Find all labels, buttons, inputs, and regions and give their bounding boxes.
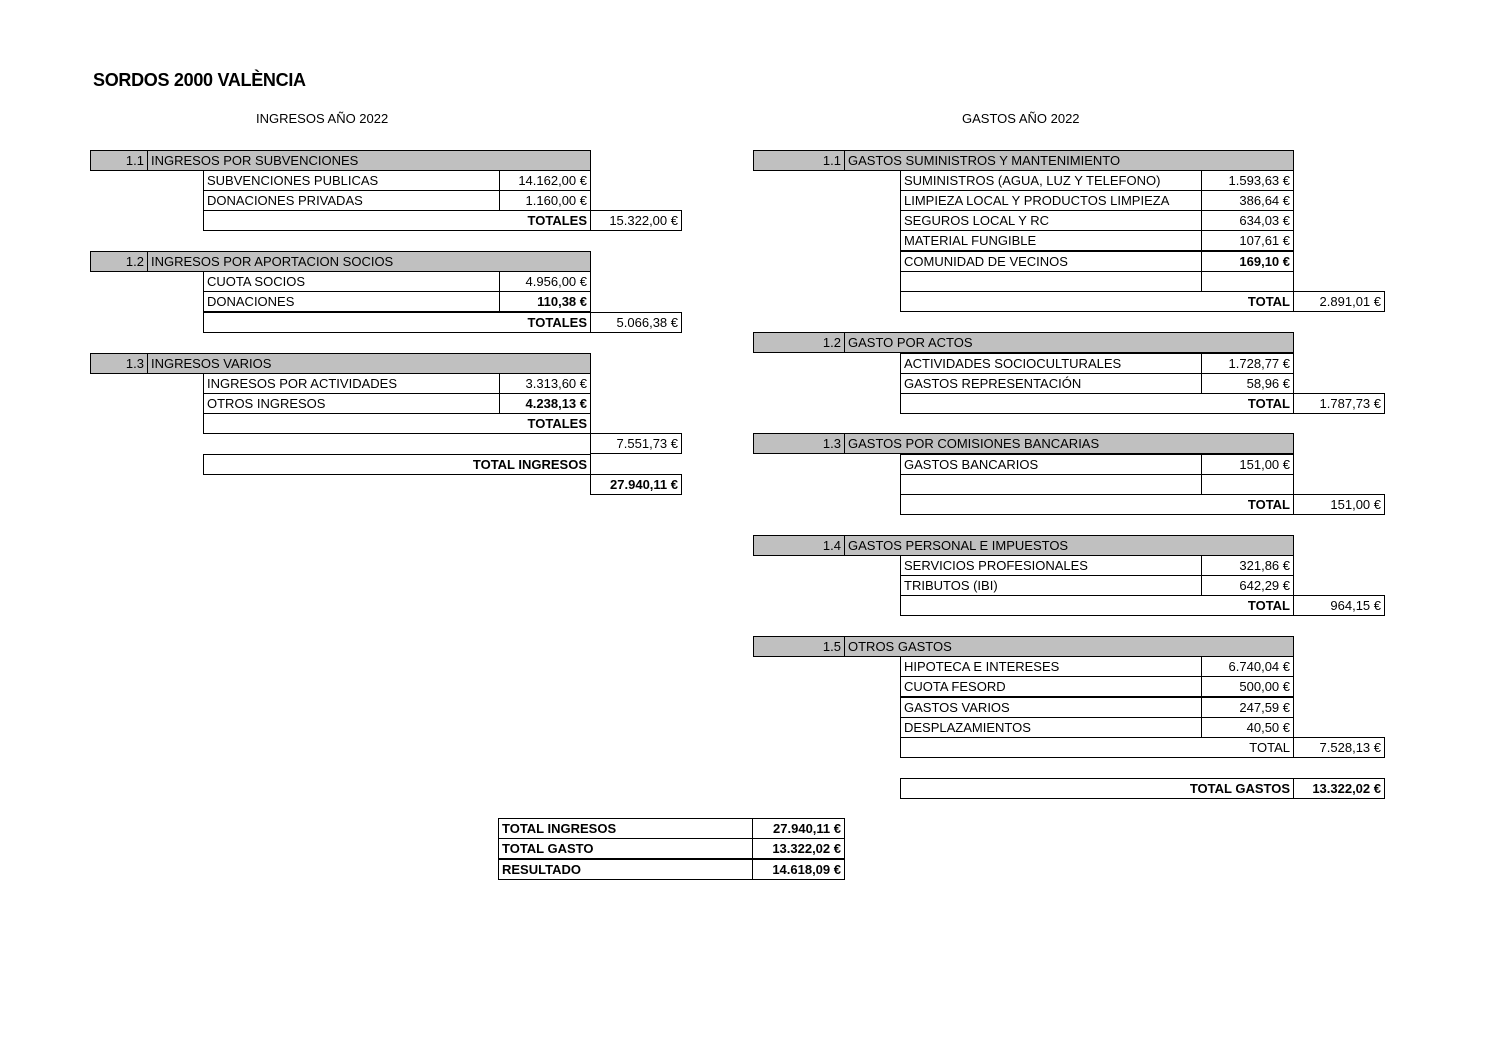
gastos-section-total-label: TOTAL — [900, 291, 1294, 312]
page-title: SORDOS 2000 VALÈNCIA — [93, 70, 306, 90]
summary-value: 14.618,09 € — [752, 859, 845, 880]
gastos-item-value: 1.728,77 € — [1201, 353, 1294, 374]
summary-label: TOTAL GASTO — [498, 838, 753, 859]
gastos-grand-total-value: 13.322,02 € — [1293, 778, 1385, 799]
gastos-section-code: 1.1 — [753, 150, 845, 171]
gastos-section-total-value: 1.787,73 € — [1293, 393, 1385, 414]
gastos-section-total-label: TOTAL — [900, 737, 1294, 758]
gastos-section-code: 1.2 — [753, 332, 845, 353]
gastos-section-title: GASTOS PERSONAL E IMPUESTOS — [844, 535, 1294, 556]
gastos-section-code: 1.4 — [753, 535, 845, 556]
ingresos-section-title: INGRESOS POR SUBVENCIONES — [147, 150, 591, 171]
ingresos-item-label: OTROS INGRESOS — [203, 393, 500, 414]
gastos-section-title: GASTOS POR COMISIONES BANCARIAS — [844, 433, 1294, 454]
gastos-item-label: GASTOS REPRESENTACIÓN — [900, 373, 1202, 394]
gastos-section-total-value: 964,15 € — [1293, 595, 1385, 616]
ingresos-section-total-label: TOTALES — [203, 210, 591, 231]
ingresos-item-value: 110,38 € — [499, 291, 591, 312]
ingresos-item-label: INGRESOS POR ACTIVIDADES — [203, 373, 500, 394]
gastos-item-value: 1.593,63 € — [1201, 170, 1294, 191]
gastos-item-label: GASTOS VARIOS — [900, 697, 1202, 718]
ingresos-section-title: INGRESOS VARIOS — [147, 353, 591, 374]
gastos-item-label: LIMPIEZA LOCAL Y PRODUCTOS LIMPIEZA — [900, 190, 1202, 211]
ingresos-grand-total-label: TOTAL INGRESOS — [203, 454, 591, 475]
ingresos-section-total-value: 7.551,73 € — [590, 433, 682, 454]
summary-value: 13.322,02 € — [752, 838, 845, 859]
ingresos-item-label: DONACIONES — [203, 291, 500, 312]
ingresos-item-label: SUBVENCIONES PUBLICAS — [203, 170, 500, 191]
gastos-empty-cell — [1201, 474, 1294, 495]
gastos-section-total-label: TOTAL — [900, 494, 1294, 515]
gastos-item-label: SEGUROS LOCAL Y RC — [900, 210, 1202, 231]
gastos-item-value: 58,96 € — [1201, 373, 1294, 394]
gastos-item-label: TRIBUTOS (IBI) — [900, 575, 1202, 596]
gastos-item-label: SUMINISTROS (AGUA, LUZ Y TELEFONO) — [900, 170, 1202, 191]
ingresos-item-value: 3.313,60 € — [499, 373, 591, 394]
ingresos-item-value: 14.162,00 € — [499, 170, 591, 191]
gastos-section-total-value: 7.528,13 € — [1293, 737, 1385, 758]
ingresos-item-value: 4.956,00 € — [499, 271, 591, 292]
ingresos-grand-total-value: 27.940,11 € — [590, 474, 682, 495]
gastos-section-code: 1.3 — [753, 433, 845, 454]
gastos-section-total-label: TOTAL — [900, 393, 1294, 414]
gastos-empty-cell — [1201, 271, 1294, 292]
ingresos-section-code: 1.1 — [90, 150, 148, 171]
ingresos-section-total-label: TOTALES — [203, 413, 591, 434]
gastos-item-value: 386,64 € — [1201, 190, 1294, 211]
gastos-heading: GASTOS AÑO 2022 — [962, 111, 1080, 126]
gastos-grand-total-label: TOTAL GASTOS — [900, 778, 1294, 799]
gastos-section-total-value: 2.891,01 € — [1293, 291, 1385, 312]
ingresos-section-title: INGRESOS POR APORTACION SOCIOS — [147, 251, 591, 272]
ingresos-item-label: DONACIONES PRIVADAS — [203, 190, 500, 211]
gastos-item-value: 247,59 € — [1201, 697, 1294, 718]
gastos-item-label: DESPLAZAMIENTOS — [900, 717, 1202, 738]
gastos-item-value: 151,00 € — [1201, 454, 1294, 475]
gastos-item-value: 642,29 € — [1201, 575, 1294, 596]
gastos-section-total-value: 151,00 € — [1293, 494, 1385, 515]
ingresos-item-value: 4.238,13 € — [499, 393, 591, 414]
gastos-item-value: 321,86 € — [1201, 555, 1294, 576]
ingresos-section-total-value: 15.322,00 € — [590, 210, 682, 231]
ingresos-item-label: CUOTA SOCIOS — [203, 271, 500, 292]
gastos-empty-cell — [900, 271, 1202, 292]
gastos-item-value: 6.740,04 € — [1201, 656, 1294, 677]
ingresos-section-total-value: 5.066,38 € — [590, 312, 682, 333]
gastos-section-code: 1.5 — [753, 636, 845, 657]
summary-label: TOTAL INGRESOS — [498, 818, 753, 839]
gastos-item-label: MATERIAL FUNGIBLE — [900, 230, 1202, 251]
summary-label: RESULTADO — [498, 859, 753, 880]
ingresos-item-value: 1.160,00 € — [499, 190, 591, 211]
ingresos-heading: INGRESOS AÑO 2022 — [256, 111, 389, 126]
gastos-item-label: GASTOS BANCARIOS — [900, 454, 1202, 475]
gastos-item-label: ACTIVIDADES SOCIOCULTURALES — [900, 353, 1202, 374]
ingresos-section-code: 1.2 — [90, 251, 148, 272]
gastos-section-title: OTROS GASTOS — [844, 636, 1294, 657]
gastos-item-label: SERVICIOS PROFESIONALES — [900, 555, 1202, 576]
gastos-item-label: CUOTA FESORD — [900, 676, 1202, 697]
gastos-item-value: 634,03 € — [1201, 210, 1294, 231]
ingresos-section-total-label: TOTALES — [203, 312, 591, 333]
gastos-section-title: GASTOS SUMINISTROS Y MANTENIMIENTO — [844, 150, 1294, 171]
gastos-item-value: 40,50 € — [1201, 717, 1294, 738]
gastos-item-value: 107,61 € — [1201, 230, 1294, 251]
gastos-section-title: GASTO POR ACTOS — [844, 332, 1294, 353]
ingresos-section-code: 1.3 — [90, 353, 148, 374]
gastos-empty-cell — [900, 474, 1202, 495]
gastos-item-label: HIPOTECA E INTERESES — [900, 656, 1202, 677]
gastos-item-value: 500,00 € — [1201, 676, 1294, 697]
gastos-item-label: COMUNIDAD DE VECINOS — [900, 251, 1202, 272]
summary-value: 27.940,11 € — [752, 818, 845, 839]
gastos-section-total-label: TOTAL — [900, 595, 1294, 616]
gastos-item-value: 169,10 € — [1201, 251, 1294, 272]
